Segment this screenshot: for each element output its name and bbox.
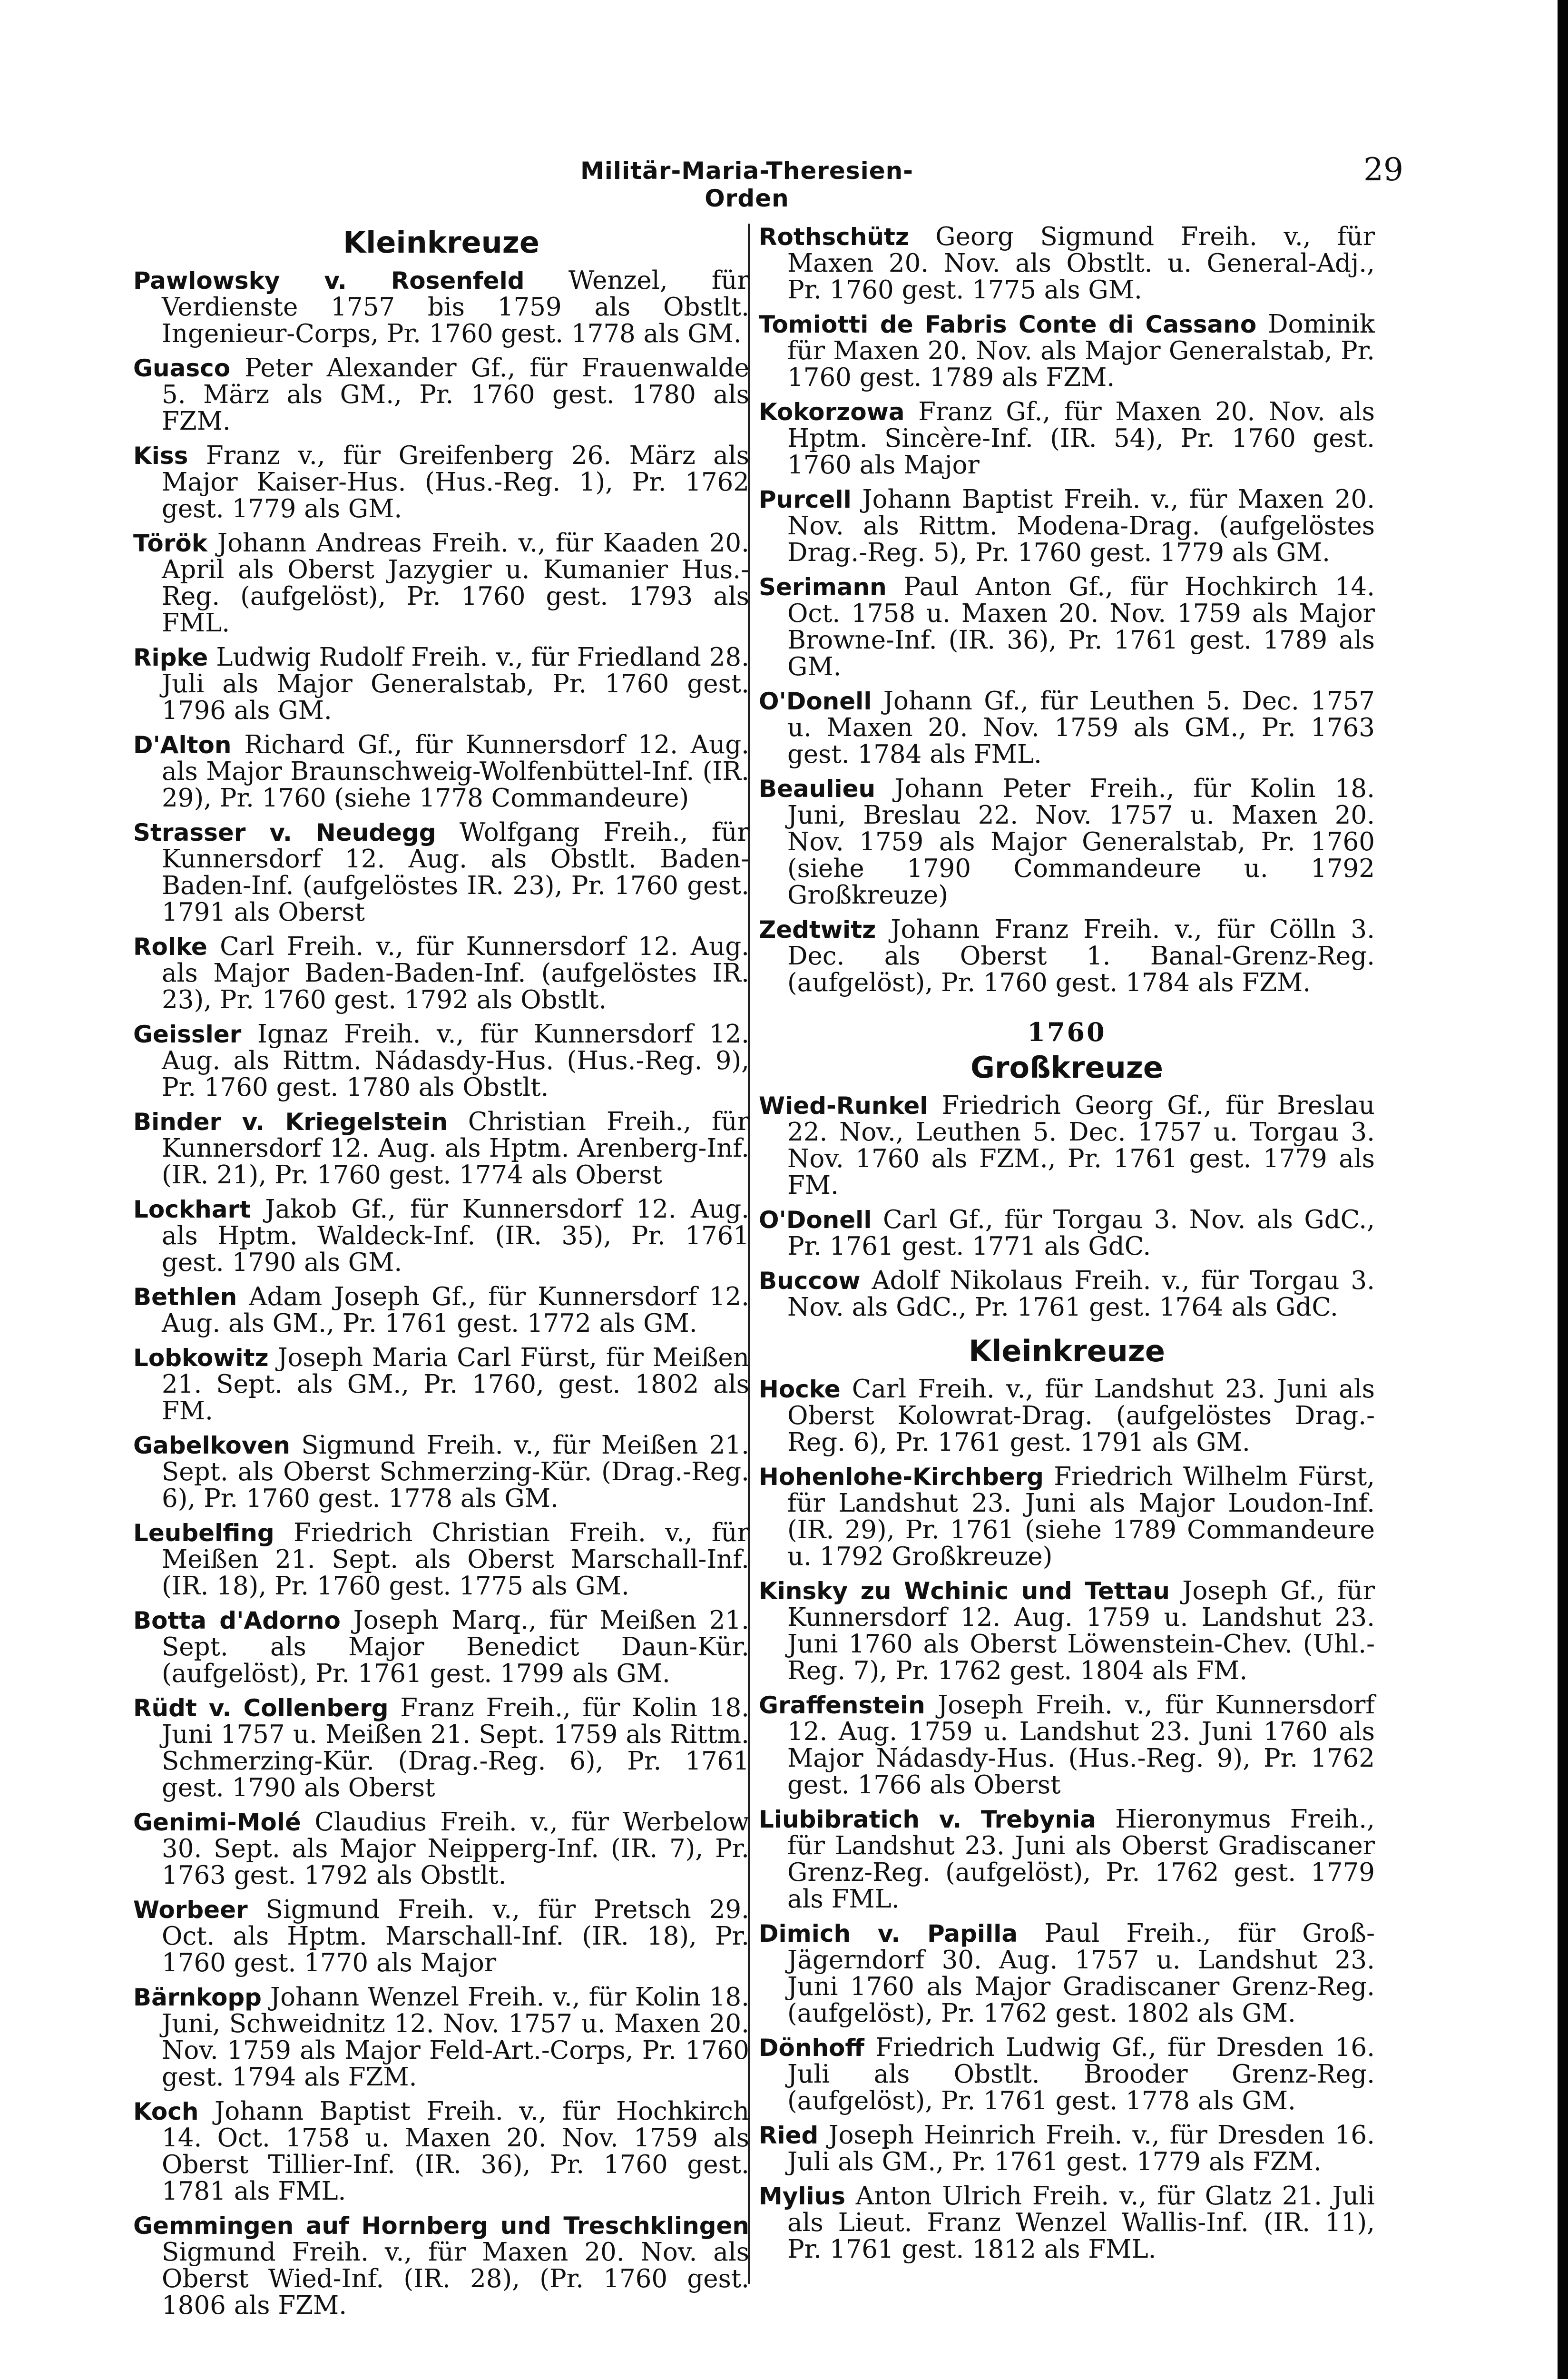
entry-text: Jakob Gf., für Kunnersdorf 12. Aug. als Hptm. Waldeck-Inf. (IR. 35), Pr. 1761 gest. 1790 als GM. xyxy=(162,1195,749,1277)
register-entry xyxy=(133,442,749,522)
entry-name: Tomiotti de Fabris Conte di Cassano xyxy=(759,311,1257,338)
register-entry xyxy=(759,399,1375,479)
entry-name: Genimi-Molé xyxy=(133,1809,301,1836)
register-entry xyxy=(133,1695,749,1801)
entry-list xyxy=(759,224,1375,996)
register-entry xyxy=(133,819,749,926)
entry-name: Leubelfing xyxy=(133,1519,274,1547)
entry-text: Sigmund Freih. v., für Maxen 20. Nov. als Oberst Wied-Inf. (IR. 28), (Pr. 1760 gest. 1806 als FZM. xyxy=(162,2238,749,2320)
entry-text: Carl Freih. v., für Kunnersdorf 12. Aug. als Major Baden-Baden-Inf. (aufgelöstes IR. 23), Pr. 1760 gest. 1792 als Obstlt. xyxy=(162,932,749,1014)
entry-name: Kokorzowa xyxy=(759,398,905,426)
entry-text: Georg Sigmund Freih. v., für Maxen 20. Nov. als Obstlt. u. General-Adj., Pr. 1760 gest. 1775 als GM. xyxy=(787,222,1375,305)
register-entry xyxy=(133,1345,749,1425)
entry-name: Mylius xyxy=(759,2182,845,2210)
entry-name: Worbeer xyxy=(133,1896,248,1924)
entry-text: Carl Gf., für Torgau 3. Nov. als GdC., Pr. 1761 gest. 1771 als GdC. xyxy=(787,1205,1375,1261)
entry-text: Wenzel, für Verdienste 1757 bis 1759 als Obstlt. Ingenieur-Corps, Pr. 1760 gest. 1778 als GM. xyxy=(162,266,749,348)
entry-list xyxy=(759,1092,1375,1321)
entry-name: Kinsky zu Wchinic und Tettau xyxy=(759,1577,1170,1605)
entry-name: Dönhoff xyxy=(759,2034,864,2062)
entry-name: O'Donell xyxy=(759,1206,872,1234)
register-entry xyxy=(133,1984,749,2091)
page-edge xyxy=(1558,0,1568,2379)
entry-name: Bethlen xyxy=(133,1283,237,1311)
entry-text: Johann Baptist Freih. v., für Hochkirch 14. Oct. 1758 u. Maxen 20. Nov. 1759 als Oberst Tillier-Inf. (IR. 36), Pr. 1760 gest. 1781 als FML. xyxy=(162,2097,749,2206)
entry-name: Graffenstein xyxy=(759,1691,925,1719)
register-entry xyxy=(133,1897,749,1976)
entry-text: Joseph Marq., für Meißen 21. Sept. als Major Benedict Daun-Kür. (aufgelöst), Pr. 1761 gest. 1799 als GM. xyxy=(162,1606,749,1688)
entry-name: Purcell xyxy=(759,486,852,513)
register-entry xyxy=(133,267,749,347)
running-header: Militär-Maria-Theresien-Orden xyxy=(580,157,913,212)
entry-text: Dominik für Maxen 20. Nov. als Major Generalstab, Pr. 1760 gest. 1789 als FZM. xyxy=(787,310,1375,392)
register-entry xyxy=(759,1376,1375,1456)
entry-text: Joseph Gf., für Kunnersdorf 12. Aug. 1759 u. Landshut 23. Juni 1760 als Oberst Löwenstein-Chev. (Uhl.-Reg. 7), Pr. 1762 gest. 1804 als FM. xyxy=(787,1576,1375,1685)
entry-name: Strasser v. Neudegg xyxy=(133,819,436,846)
entry-text: Joseph Heinrich Freih. v., für Dresden 16. Juli als GM., Pr. 1761 gest. 1779 als FZM. xyxy=(787,2121,1375,2176)
register-entry xyxy=(133,1607,749,1687)
entry-name: Rolke xyxy=(133,933,207,961)
register-entry xyxy=(759,2122,1375,2175)
entry-text: Johann Gf., für Leuthen 5. Dec. 1757 u. Maxen 20. Nov. 1759 als GM., Pr. 1763 gest. 1784 als FML. xyxy=(787,687,1375,769)
entry-name: Gemmingen auf Hornberg und Treschklingen xyxy=(133,2212,749,2240)
entry-name: Zedtwitz xyxy=(759,916,876,944)
entry-name: Pawlowsky v. Rosenfeld xyxy=(133,267,525,295)
entry-text: Johann Andreas Freih. v., für Kaaden 20. April als Oberst Jazygier u. Kumanier Hus.-Reg. (aufgelöst), Pr. 1760 gest. 1793 als FML. xyxy=(162,529,749,638)
register-entry xyxy=(759,224,1375,304)
register-entry xyxy=(759,1806,1375,1913)
register-entry xyxy=(133,355,749,435)
register-entry xyxy=(759,1464,1375,1570)
entry-name: Liubibratich v. Trebynia xyxy=(759,1806,1096,1833)
entry-text: Wolfgang Freih., für Kunnersdorf 12. Aug. als Obstlt. Baden-Baden-Inf. (aufgelöstes IR. 23), Pr. 1760 gest. 1791 als Oberst xyxy=(162,818,749,927)
entry-text: Anton Ulrich Freih. v., für Glatz 21. Juli als Lieut. Franz Wenzel Wallis-Inf. (IR. 11), Pr. 1761 gest. 1812 als FML. xyxy=(787,2182,1375,2264)
entry-name: Gabelkoven xyxy=(133,1432,290,1459)
register-entry xyxy=(133,1021,749,1101)
entry-name: Geissler xyxy=(133,1021,242,1048)
entry-name: O'Donell xyxy=(759,688,872,715)
entry-list xyxy=(759,1376,1375,2263)
entry-text: Johann Franz Freih. v., für Cölln 3. Dec. als Oberst 1. Banal-Grenz-Reg. (aufgelöst), Pr. 1760 gest. 1784 als FZM. xyxy=(787,915,1375,997)
entry-text: Franz Freih., für Kolin 18. Juni 1757 u. Meißen 21. Sept. 1759 als Rittm. Schmerzing-Kür. (Drag.-Reg. 6), Pr. 1761 gest. 1790 als Oberst xyxy=(162,1693,750,1802)
entry-name: Botta d'Adorno xyxy=(133,1607,341,1634)
entry-name: Binder v. Kriegelstein xyxy=(133,1108,448,1136)
register-entry xyxy=(759,1268,1375,1321)
register-entry xyxy=(133,2098,749,2205)
entry-text: Adolf Nikolaus Freih. v., für Torgau 3. Nov. als GdC., Pr. 1761 gest. 1764 als GdC. xyxy=(787,1266,1375,1322)
entry-text: Paul Anton Gf., für Hochkirch 14. Oct. 1758 u. Maxen 20. Nov. 1759 als Major Browne-Inf. (IR. 36), Pr. 1761 gest. 1789 als GM. xyxy=(787,572,1375,681)
entry-name: Török xyxy=(133,530,208,557)
register-entry xyxy=(133,1432,749,1512)
entry-name: Bärnkopp xyxy=(133,1984,262,2011)
register-entry xyxy=(759,1207,1375,1260)
register-entry xyxy=(133,2212,749,2319)
register-entry xyxy=(759,311,1375,391)
entry-list xyxy=(133,267,749,2319)
entry-text: Johann Peter Freih., für Kolin 18. Juni, Breslau 22. Nov. 1757 u. Maxen 20. Nov. 1759 als Major Generalstab, Pr. 1760 (siehe 1790 Commandeure u. 1792 Großkreuze) xyxy=(787,774,1375,910)
entry-name: Wied-Runkel xyxy=(759,1092,928,1120)
entry-text: Johann Baptist Freih. v., für Maxen 20. Nov. als Rittm. Modena-Drag. (aufgelöstes Drag.-Reg. 5), Pr. 1760 gest. 1779 als GM. xyxy=(787,485,1375,567)
register-entry xyxy=(759,1920,1375,2027)
entry-text: Hieronymus Freih., für Landshut 23. Juni als Oberst Gradiscaner Grenz-Reg. (aufgelöst), Pr. 1762 gest. 1779 als FML. xyxy=(787,1805,1375,1914)
entry-text: Carl Freih. v., für Landshut 23. Juni als Oberst Kolowrat-Drag. (aufgelöstes Drag.-Reg. 6), Pr. 1761 gest. 1791 als GM. xyxy=(787,1375,1375,1457)
entry-name: Ripke xyxy=(133,644,208,671)
entry-text: Franz v., für Greifenberg 26. März als Major Kaiser-Hus. (Hus.-Reg. 1), Pr. 1762 gest. 1779 als GM. xyxy=(162,441,749,523)
entry-text: Sigmund Freih. v., für Pretsch 29. Oct. als Hptm. Marschall-Inf. (IR. 18), Pr. 1760 gest. 1770 als Major xyxy=(162,1895,749,1977)
entry-name: D'Alton xyxy=(133,731,232,759)
register-entry xyxy=(133,530,749,637)
register-entry xyxy=(133,1809,749,1889)
entry-name: Guasco xyxy=(133,354,231,382)
entry-name: Kiss xyxy=(133,442,188,470)
entry-name: Ried xyxy=(759,2122,819,2149)
entry-name: Serimann xyxy=(759,573,887,601)
entry-text: Peter Alexander Gf., für Frauenwalde 5. März als GM., Pr. 1760 gest. 1780 als FZM. xyxy=(162,354,749,436)
register-entry xyxy=(759,2183,1375,2263)
register-entry xyxy=(759,574,1375,680)
register-entry xyxy=(133,1196,749,1276)
entry-text: Ludwig Rudolf Freih. v., für Friedland 28. Juli als Major Generalstab, Pr. 1760 gest. 1796 als GM. xyxy=(162,643,749,725)
entry-name: Hohenlohe-Kirchberg xyxy=(759,1463,1044,1491)
section-heading-kleinkreuze: Kleinkreuze xyxy=(969,1334,1165,1368)
entry-name: Hocke xyxy=(759,1376,841,1403)
section-heading-grosskreuze: Großkreuze xyxy=(970,1050,1163,1085)
register-entry xyxy=(133,1520,749,1600)
entry-name: Beaulieu xyxy=(759,775,876,803)
entry-text: Sigmund Freih. v., für Meißen 21. Sept. als Oberst Schmerzing-Kür. (Drag.-Reg. 6), Pr. 1760 gest. 1778 als GM. xyxy=(162,1431,749,1513)
register-entry xyxy=(133,1109,749,1189)
left-column xyxy=(133,224,749,2327)
entry-text: Friedrich Ludwig Gf., für Dresden 16. Juli als Obstlt. Brooder Grenz-Reg. (aufgelöst), Pr. 1761 gest. 1778 als GM. xyxy=(787,2033,1375,2115)
section-heading-kleinkreuze: Kleinkreuze xyxy=(343,225,539,260)
entry-text: Christian Freih., für Kunnersdorf 12. Aug. als Hptm. Arenberg-Inf. (IR. 21), Pr. 1760 gest. 1774 als Oberst xyxy=(162,1107,749,1190)
register-entry xyxy=(133,934,749,1013)
register-entry xyxy=(759,1578,1375,1684)
entry-text: Ignaz Freih. v., für Kunnersdorf 12. Aug. als Rittm. Nádasdy-Hus. (Hus.-Reg. 9), Pr. 1760 gest. 1780 als Obstlt. xyxy=(162,1020,749,1102)
entry-name: Dimich v. Papilla xyxy=(759,1920,1018,1947)
entry-text: Paul Freih., für Groß-Jägerndorf 30. Aug. 1757 u. Landshut 23. Juni 1760 als Major Gradiscaner Grenz-Reg. (aufgelöst), Pr. 1762 gest. 1802 als GM. xyxy=(787,1919,1375,2028)
register-entry xyxy=(759,776,1375,909)
register-entry xyxy=(759,1692,1375,1799)
entry-text: Friedrich Christian Freih. v., für Meißen 21. Sept. als Oberst Marschall-Inf. (IR. 18), Pr. 1760 gest. 1775 als GM. xyxy=(162,1518,749,1601)
register-entry xyxy=(759,2035,1375,2114)
register-entry xyxy=(759,916,1375,996)
register-entry xyxy=(133,732,749,812)
entry-text: Adam Joseph Gf., für Kunnersdorf 12. Aug. als GM., Pr. 1761 gest. 1772 als GM. xyxy=(162,1282,749,1338)
entry-text: Richard Gf., für Kunnersdorf 12. Aug. als Major Braunschweig-Wolfenbüttel-Inf. (IR. 29), Pr. 1760 (siehe 1778 Commandeure) xyxy=(162,730,749,813)
entry-name: Buccow xyxy=(759,1267,861,1295)
entry-text: Franz Gf., für Maxen 20. Nov. als Hptm. Sincère-Inf. (IR. 54), Pr. 1760 gest. 1760 als Major xyxy=(787,397,1375,480)
register-entry xyxy=(133,1284,749,1337)
entry-name: Rüdt v. Collenberg xyxy=(133,1694,389,1722)
entry-text: Joseph Maria Carl Fürst, für Meißen 21. Sept. als GM., Pr. 1760, gest. 1802 als FM. xyxy=(162,1343,749,1425)
entry-text: Friedrich Georg Gf., für Breslau 22. Nov., Leuthen 5. Dec. 1757 u. Torgau 3. Nov. 1760 als FZM., Pr. 1761 gest. 1779 als FM. xyxy=(787,1091,1375,1200)
register-entry xyxy=(759,1092,1375,1199)
right-column xyxy=(759,224,1375,2271)
entry-text: Friedrich Wilhelm Fürst, für Landshut 23. Juni als Major Loudon-Inf. (IR. 29), Pr. 1761 (siehe 1789 Commandeure u. 1792 Großkreuze) xyxy=(787,1462,1375,1571)
entry-text: Joseph Freih. v., für Kunnersdorf 12. Aug. 1759 u. Landshut 23. Juni 1760 als Major Nádasdy-Hus. (Hus.-Reg. 9), Pr. 1762 gest. 1766 als Oberst xyxy=(787,1691,1375,1799)
entry-name: Lockhart xyxy=(133,1196,251,1223)
entry-name: Rothschütz xyxy=(759,223,909,251)
register-entry xyxy=(759,486,1375,566)
entry-name: Koch xyxy=(133,2098,199,2125)
register-entry xyxy=(133,644,749,724)
register-entry xyxy=(759,688,1375,768)
year-heading: 1760 xyxy=(1027,1017,1107,1047)
page-number: 29 xyxy=(1363,151,1403,188)
entry-text: Johann Wenzel Freih. v., für Kolin 18. Juni, Schweidnitz 12. Nov. 1757 u. Maxen 20. Nov. 1759 als Major Feld-Art.-Corps, Pr. 1760 gest. 1794 als FZM. xyxy=(162,1983,749,2092)
entry-text: Claudius Freih. v., für Werbelow 30. Sept. als Major Neipperg-Inf. (IR. 7), Pr. 1763 gest. 1792 als Obstlt. xyxy=(162,1808,749,1890)
entry-name: Lobkowitz xyxy=(133,1344,269,1372)
